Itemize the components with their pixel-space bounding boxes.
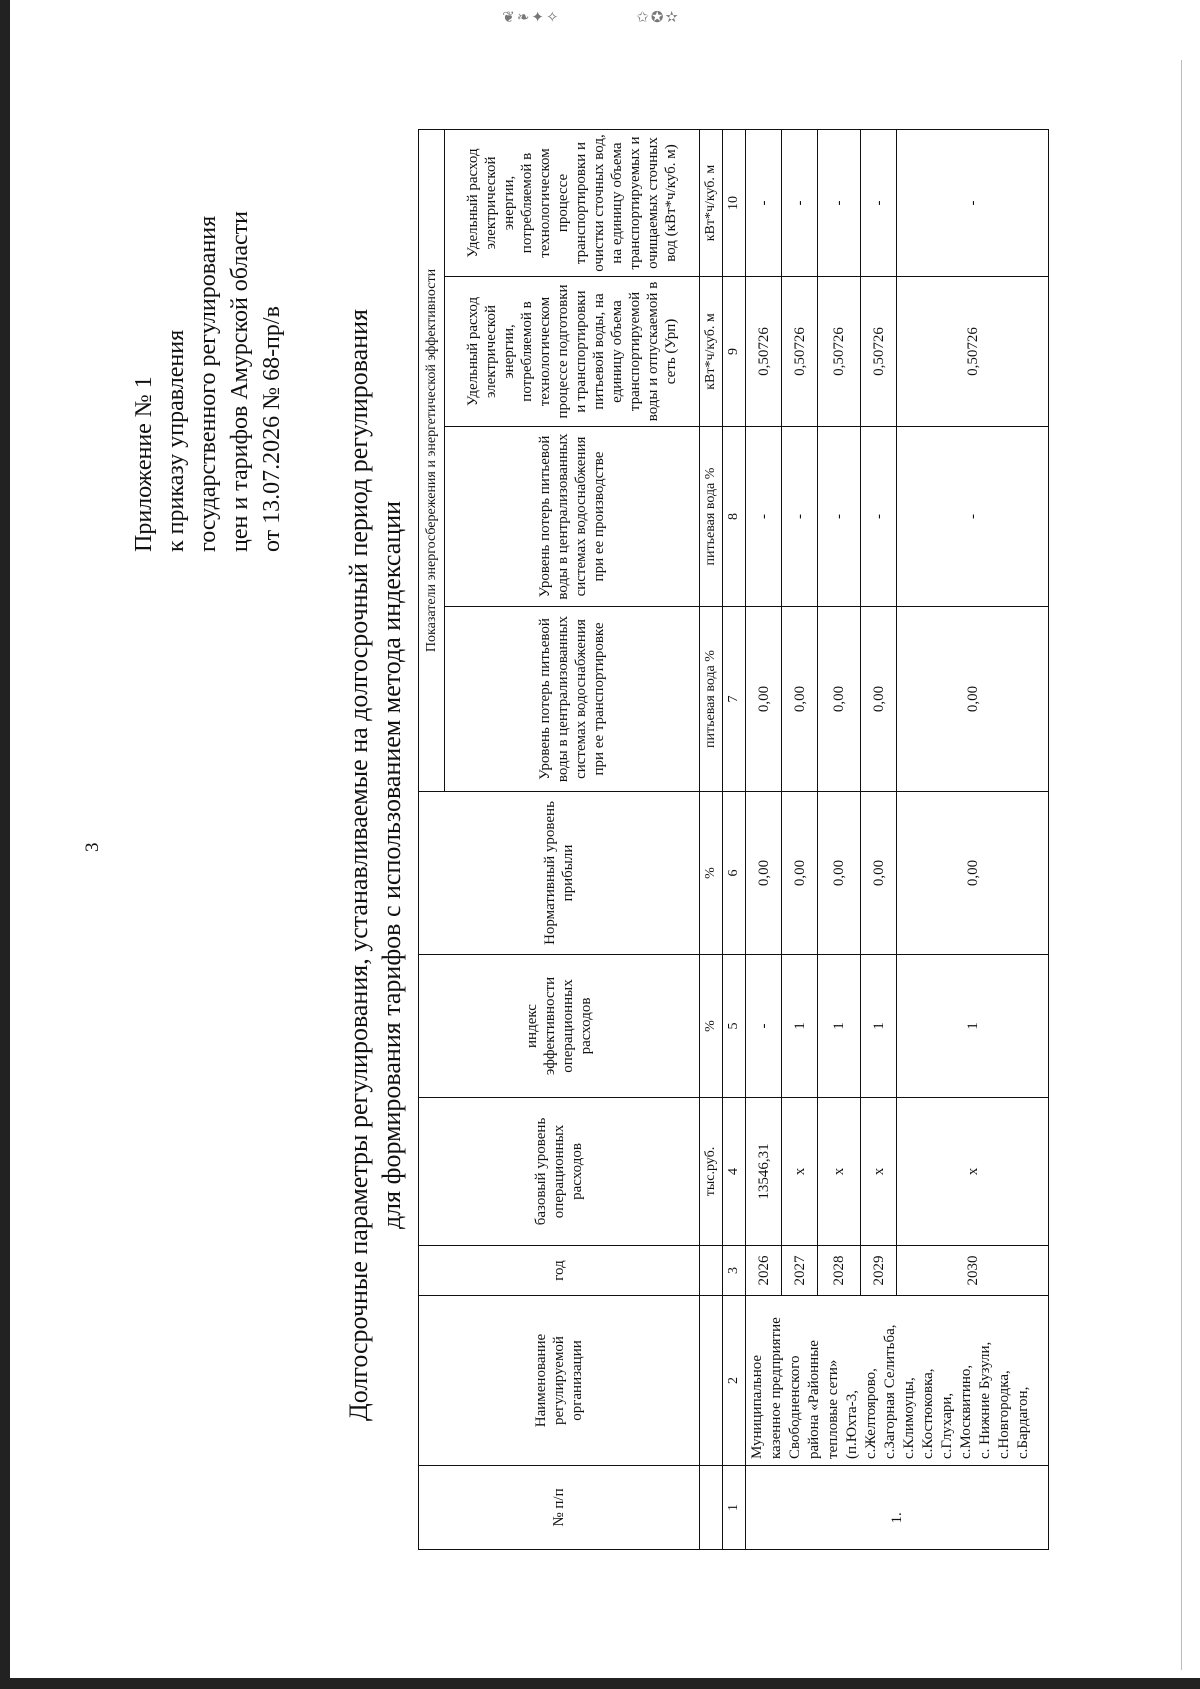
loss-production-cell: - <box>897 427 1049 607</box>
base-cell: х <box>897 1098 1049 1246</box>
loss-production-cell: - <box>782 427 818 607</box>
profit-cell: 0,00 <box>861 792 897 955</box>
loss-production-cell: - <box>746 427 782 607</box>
unit-profit: % <box>700 792 723 955</box>
rotated-page <box>0 20 1160 1660</box>
energy-water-cell: 0,50726 <box>782 277 818 427</box>
page-number: 3 <box>82 842 103 852</box>
header-profit: Нормативный уровень прибыли <box>419 792 700 955</box>
header-base-level: базовый уровень операционных расходов <box>419 1098 700 1246</box>
base-cell: х <box>861 1098 897 1246</box>
header-energy-waste: Удельный расход электрической энергии, потребляемой в технологическом процессе транспортировки и очистки сточных вод, на единицу объема транспортируемых и очищаемых сточных вод (кВт*ч/куб. м) <box>445 130 700 277</box>
stamp-1: ❦❧✦✧ <box>502 10 561 26</box>
year-cell: 2030 <box>897 1246 1049 1296</box>
org-name: Муниципальное казенное предприятие Свободненского района «Районные тепловые сети» (п.Юхта-3, с.Желтоярово, с.Загорная Селитьба, с.Климоуцы, с.Костюковка, с.Глухари, с.Москвитино, с. Нижние Бузули, с.Новгородка, с.Бардагон, <box>746 1296 1049 1466</box>
profit-cell: 0,00 <box>746 792 782 955</box>
profit-cell: 0,00 <box>818 792 861 955</box>
unit-energy-waste: кВт*ч/куб. м <box>700 130 723 277</box>
colnum-10: 10 <box>723 130 746 277</box>
header-energy-water: Удельный расход электрической энергии, потребляемой в технологическом процессе подготовки и транспортировки питьевой воды, на единицу объема транспортируемой воды и отпускаемой в сеть (Урп) <box>445 277 700 427</box>
energy-waste-cell: - <box>782 130 818 277</box>
energy-water-cell: 0,50726 <box>818 277 861 427</box>
loss-transport-cell: 0,00 <box>782 607 818 792</box>
header-loss-production: Уровень потерь питьевой воды в централизованных системах водоснабжения при ее производстве <box>445 427 700 607</box>
energy-waste-cell: - <box>861 130 897 277</box>
base-cell: х <box>782 1098 818 1246</box>
unit-loss-production: питьевая вода % <box>700 427 723 607</box>
loss-transport-cell: 0,00 <box>897 607 1049 792</box>
colnum-1: 1 <box>723 1466 746 1550</box>
row-number: 1. <box>746 1466 1049 1528</box>
energy-water-cell: 0,50726 <box>746 277 782 427</box>
colnum-2: 2 <box>723 1296 746 1466</box>
energy-waste-cell: - <box>746 130 782 277</box>
index-cell: 1 <box>818 955 861 1098</box>
profit-cell: 0,00 <box>897 792 1049 955</box>
index-cell: 1 <box>782 955 818 1098</box>
energy-waste-cell: - <box>818 130 861 277</box>
loss-production-cell: - <box>818 427 861 607</box>
index-cell: 1 <box>897 955 1049 1098</box>
header-year: год <box>419 1246 700 1296</box>
index-cell: - <box>746 955 782 1098</box>
scan-bottom-edge <box>10 1678 1200 1689</box>
energy-water-cell: 0,50726 <box>897 277 1049 427</box>
year-cell: 2026 <box>746 1246 782 1296</box>
loss-transport-cell: 0,00 <box>861 607 897 792</box>
title-line-2: для формирования тарифов с использованием метода индексации <box>377 500 406 1230</box>
base-cell: 13546,31 <box>746 1098 782 1246</box>
colnum-8: 8 <box>723 427 746 607</box>
colnum-6: 6 <box>723 792 746 955</box>
colnum-5: 5 <box>723 955 746 1098</box>
header-org: Наименование регулируемой организации <box>419 1296 700 1466</box>
document-title <box>342 220 408 1510</box>
appendix-line-4: цен и тарифов Амурской области <box>227 210 253 552</box>
unit-loss-transport: питьевая вода % <box>700 607 723 792</box>
parameters-table <box>418 129 1049 1550</box>
colnum-3: 3 <box>723 1246 746 1296</box>
energy-waste-cell: - <box>897 130 1049 277</box>
colnum-7: 7 <box>723 607 746 792</box>
loss-transport-cell: 0,00 <box>818 607 861 792</box>
colnum-9: 9 <box>723 277 746 427</box>
title-line-1: Долгосрочные параметры регулирования, устанавливаемые на долгосрочный период регулирования <box>344 308 373 1422</box>
loss-production-cell: - <box>861 427 897 607</box>
appendix-line-2: к приказу управления <box>163 329 189 552</box>
colnum-4: 4 <box>723 1098 746 1246</box>
header-num: № п/п <box>419 1466 700 1550</box>
header-energy-group: Показатели энергосбережения и энергетической эффективности <box>419 130 445 792</box>
appendix-line-5: от 13.07.2026 № 68-пр/в <box>259 306 285 552</box>
header-efficiency-index: индекс эффективности операционных расходов <box>419 955 700 1098</box>
scan-fold-line <box>1181 60 1182 1670</box>
year-cell: 2027 <box>782 1246 818 1296</box>
appendix-block <box>128 211 288 552</box>
appendix-line-3: государственного регулирования <box>195 215 221 552</box>
year-cell: 2029 <box>861 1246 897 1296</box>
profit-cell: 0,00 <box>782 792 818 955</box>
stamp-2: ✩✪✫ <box>636 10 680 26</box>
base-cell: х <box>818 1098 861 1246</box>
index-cell: 1 <box>861 955 897 1098</box>
loss-transport-cell: 0,00 <box>746 607 782 792</box>
header-loss-transport: Уровень потерь питьевой воды в централизованных системах водоснабжения при ее транспортировке <box>445 607 700 792</box>
unit-base: тыс.руб. <box>700 1098 723 1246</box>
unit-energy-water: кВт*ч/куб. м <box>700 277 723 427</box>
unit-index: % <box>700 955 723 1098</box>
appendix-line-1: Приложение № 1 <box>131 376 157 552</box>
year-cell: 2028 <box>818 1246 861 1296</box>
energy-water-cell: 0,50726 <box>861 277 897 427</box>
